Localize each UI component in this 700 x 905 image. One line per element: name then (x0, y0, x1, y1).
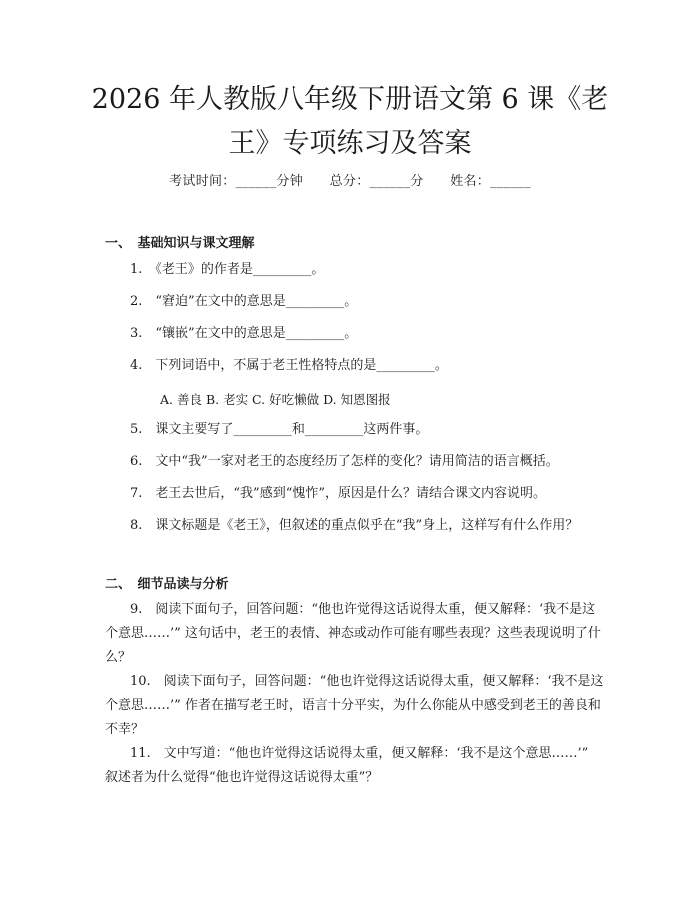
exam-info-line: 考试时间：______分钟 总分：______分 姓名：______ (169, 174, 531, 189)
question-5: 5. 课文主要写了_________和_________这两件事。 (130, 422, 429, 437)
question-2: 2. “窘迫”在文中的意思是_________。 (130, 294, 358, 309)
question-6: 6. 文中“我”一家对老王的态度经历了怎样的变化？请用简洁的语言概括。 (130, 454, 559, 469)
question-11: 11. 文中写道：“他也许觉得这话说得太重，便又解释：‘我不是这个意思……’” 叙述者为什么觉得“他也许觉得这话说得太重”？ (105, 746, 589, 785)
section-heading-2: 二、 细节品读与分析 (105, 577, 229, 592)
question-8: 8. 课文标题是《老王》，但叙述的重点似乎在“我”身上，这样写有什么作用？ (130, 518, 579, 533)
question-10: 10. 阅读下面句子，回答问题：“他也许觉得这话说得太重，便又解释：‘我不是这个意思……’” 作者在描写老王时，语言十分平实，为什么你能从中感受到老王的善良和不幸？ (105, 674, 604, 737)
title-line-2: 王》专项练习及答案 (228, 128, 472, 159)
question-9: 9. 阅读下面句子，回答问题：“他也许觉得这话说得太重，便又解释：‘我不是这个意思……’” 这句话中，老王的表情、神态或动作可能有哪些表现？这些表现说明了什么？ (105, 602, 601, 665)
question-1: 1. 《老王》的作者是_________。 (130, 262, 325, 277)
question-4: 4. 下列词语中，不属于老王性格特点的是_________。 (130, 358, 448, 373)
question-3: 3. “镶嵌”在文中的意思是_________。 (130, 326, 358, 341)
section-heading-1: 一、 基础知识与课文理解 (105, 236, 255, 251)
question-4-options: A. 善良 B. 老实 C. 好吃懒做 D. 知恩图报 (160, 392, 391, 407)
question-7: 7. 老王去世后，“我”感到“愧怍”，原因是什么？请结合课文内容说明。 (130, 486, 546, 501)
title-line-1: 2026 年人教版八年级下册语文第 6 课《老 (91, 84, 609, 115)
page-title (60, 78, 640, 166)
